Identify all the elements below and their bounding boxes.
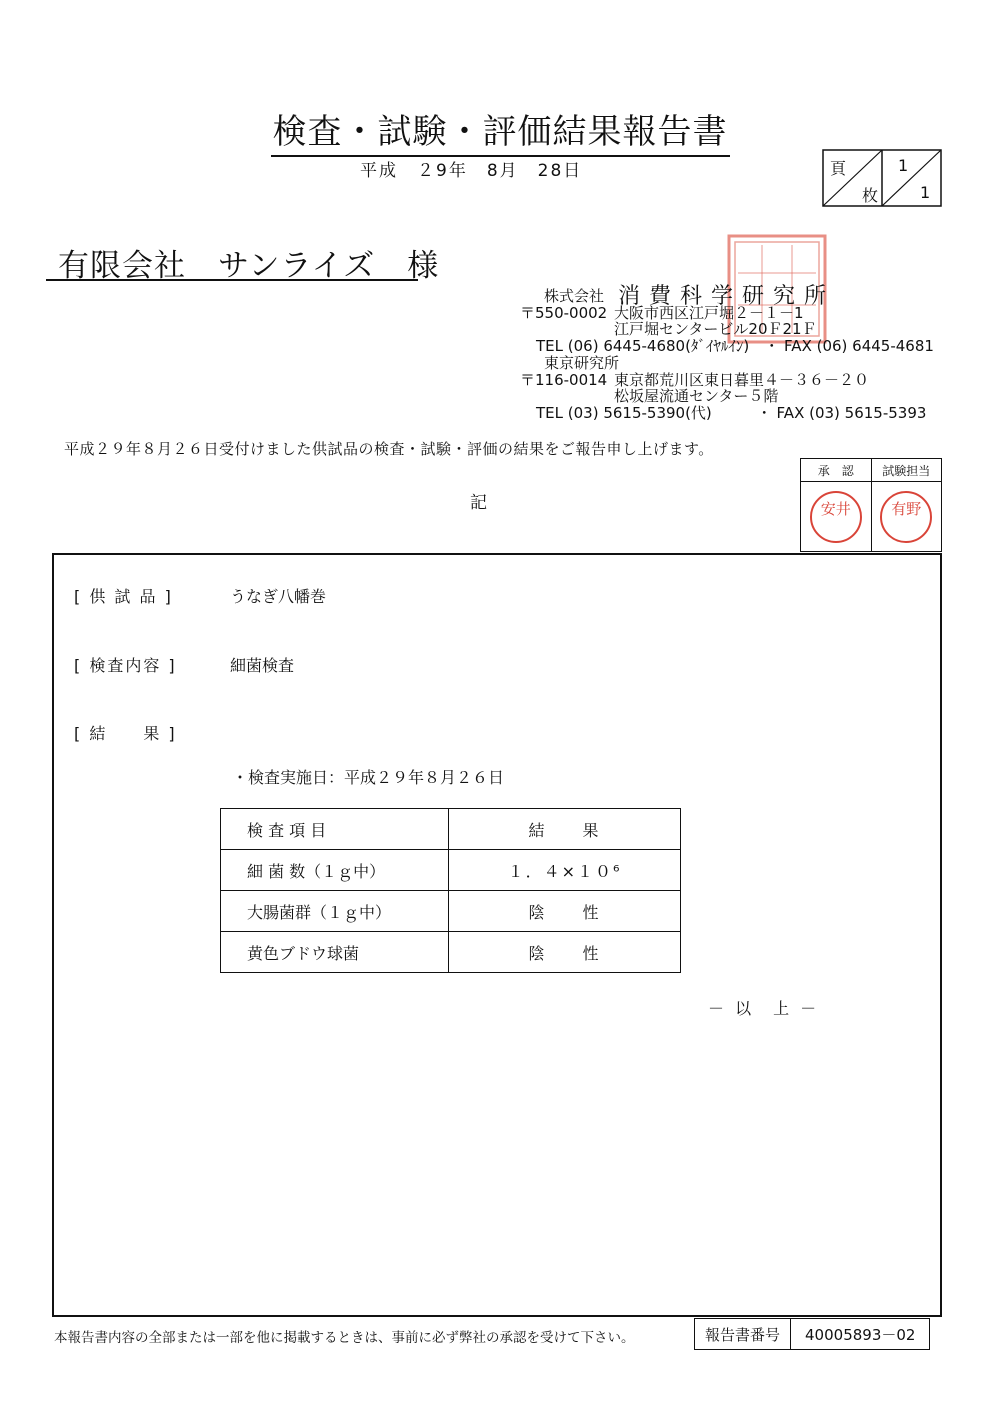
- content-label: [ 検査内容 ]: [74, 656, 177, 675]
- tester-label: 試験担当: [871, 459, 942, 482]
- table-row: [221, 850, 681, 891]
- intro-text: 平成２９年８月２６日受付けました供試品の検査・試験・評価の結果をご報告申し上げます。: [64, 440, 714, 458]
- footer-note: 本報告書内容の全部または一部を他に掲載するときは、事前に必ず弊社の承認を受けて下さい。: [54, 1330, 635, 1346]
- tester-cell: [871, 482, 942, 552]
- inspection-date: ・検査実施日：平成２９年８月２６日: [232, 768, 505, 787]
- result-value: 陰 性: [449, 891, 681, 932]
- sheet-value: 1: [920, 183, 931, 202]
- approval-box: [800, 458, 942, 552]
- page-label: 頁: [830, 159, 847, 178]
- result-label: [ 結 果 ]: [74, 724, 177, 743]
- tokyo-postal: 〒116-0014: [520, 371, 608, 389]
- osaka-postal: 〒550-0002: [520, 304, 608, 322]
- page-value: 1: [898, 156, 909, 175]
- sample-label: [ 供 試 品 ]: [74, 587, 173, 606]
- company-name: 消費科学研究所: [618, 284, 836, 309]
- osaka-address-1: 大阪市西区江戸堀２－１－1: [614, 304, 804, 322]
- result-item: 黄色ブドウ球菌: [221, 932, 449, 973]
- company-prefix: 株式会社: [544, 287, 605, 305]
- client-name: 有限会社 サンライズ 様: [58, 248, 440, 284]
- end-mark: － 以 上 －: [708, 999, 820, 1018]
- report-number-box: [694, 1318, 942, 1350]
- report-date: 平成 ２9年 8月 28日: [360, 161, 583, 181]
- content-value: 細菌検査: [230, 656, 295, 675]
- ki-heading: 記: [470, 493, 487, 513]
- result-item: 細 菌 数（１ｇ中）: [221, 850, 449, 891]
- tokyo-address-2: 松坂屋流通センター５階: [614, 387, 779, 405]
- tester-stamp: 有野: [880, 491, 932, 543]
- tokyo-tel-fax: TEL (03) 5615-5390(代) ・ FAX (03) 5615-5393: [536, 404, 927, 422]
- results-header-row: [221, 809, 681, 850]
- results-header-item: 検 査 項 目: [221, 809, 449, 850]
- result-item: 大腸菌群（１ｇ中）: [221, 891, 449, 932]
- sample-value: うなぎ八幡巻: [230, 587, 327, 606]
- report-title: 検査・試験・評価結果報告書: [0, 104, 1000, 153]
- client-underline: [46, 279, 418, 281]
- table-row: [221, 891, 681, 932]
- result-value: １．４×１０⁶: [449, 850, 681, 891]
- osaka-address-2: 江戸堀センタービル20Ｆ21Ｆ: [614, 320, 817, 338]
- sheet-label: 枚: [862, 186, 879, 205]
- report-number-label: 報告書番号: [695, 1319, 791, 1350]
- tokyo-address-1: 東京都荒川区東日暮里４－３６－２０: [614, 371, 870, 389]
- results-table: [220, 808, 681, 973]
- report-number: 40005893－02: [791, 1319, 930, 1350]
- page-count-box: [822, 149, 942, 207]
- results-header-result: 結 果: [449, 809, 681, 850]
- approve-label: 承 認: [801, 459, 872, 482]
- result-value: 陰 性: [449, 932, 681, 973]
- tokyo-label: 東京研究所: [544, 354, 620, 372]
- table-row: [221, 932, 681, 973]
- approve-stamp: 安井: [810, 491, 862, 543]
- approve-cell: [801, 482, 872, 552]
- osaka-tel-fax: TEL (06) 6445-4680(ﾀﾞｲﾔﾙｲﾝ) ・ FAX (06) 6445-4681: [536, 337, 934, 355]
